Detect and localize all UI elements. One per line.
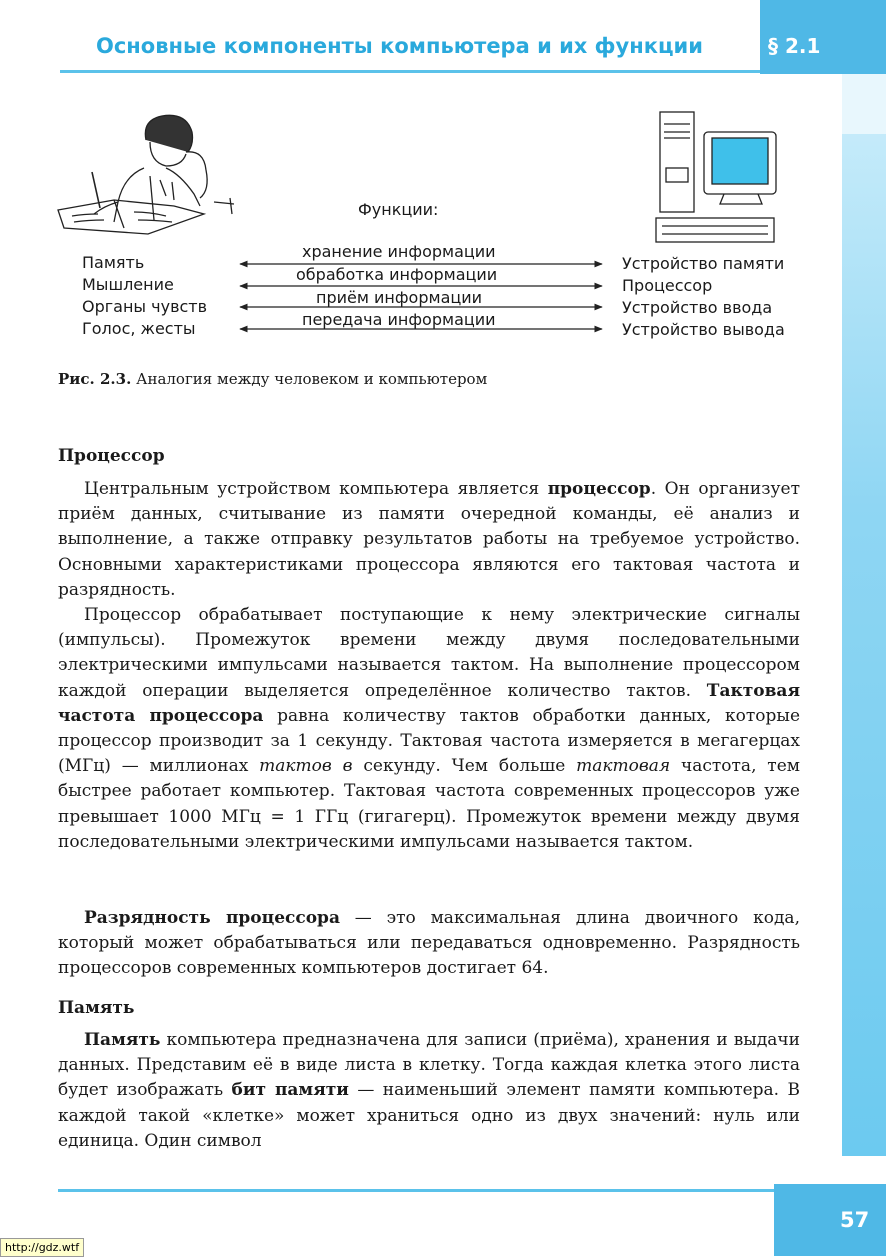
figure-functions-title: Функции: <box>358 200 439 219</box>
heading-memory: Память <box>58 998 135 1018</box>
human-item: Органы чувств <box>82 297 208 316</box>
caption-label: Рис. 2.3. <box>58 370 132 388</box>
paragraph: Разрядность процессора — это максимальная длина двоичного кода, который может обрабатываться или передаваться одновременно. Разрядность процессоров современных компьютеров достигает 64. <box>58 908 800 979</box>
footer-divider <box>58 1189 774 1192</box>
caption-text: Аналогия между человеком и компьютером <box>131 370 488 388</box>
human-item: Голос, жесты <box>82 319 196 338</box>
bitness-body <box>58 906 800 982</box>
section-number: § 2.1 <box>768 34 821 58</box>
human-item: Мышление <box>82 275 174 294</box>
paragraph: Центральным устройством компьютера является процессор. Он организует приём данных, считывание из памяти очередной команды, её анализ и выполнение, а также отправку результатов работы на требуемое устройство. Основными характеристиками процессора являются его тактовая частота и разрядность. <box>58 479 800 600</box>
double-arrows <box>236 255 606 335</box>
computer-item: Процессор <box>622 276 713 295</box>
side-decoration-top <box>842 74 886 134</box>
function-label: обработка информации <box>296 265 498 284</box>
paragraph: Память компьютера предназначена для записи (приёма), хранения и выдачи данных. Представим её в виде листа в клетку. Тогда каждая клетка этого листа будет изображать бит памяти — наименьший элемент памяти компьютера. В каждой такой «клетке» может храниться одно из двух значений: нуль или единица. Один символ <box>58 1030 800 1151</box>
computer-item: Устройство памяти <box>622 254 785 273</box>
function-label: хранение информации <box>302 242 496 261</box>
function-label: передача информации <box>302 310 496 329</box>
side-decoration <box>842 74 886 1156</box>
computer-illustration <box>640 108 790 246</box>
page-title: Основные компоненты компьютера и их функции <box>96 34 703 58</box>
heading-processor: Процессор <box>58 446 165 466</box>
processor-body <box>58 477 800 855</box>
computer-item: Устройство вывода <box>622 320 785 339</box>
memory-body <box>58 1028 800 1154</box>
human-illustration <box>54 110 244 245</box>
page-number: 57 <box>840 1208 870 1232</box>
paragraph: Процессор обрабатывает поступающие к нему электрические сигналы (импульсы). Промежуток времени между двумя последовательными электрическими импульсами называется тактом. На выполнение процессором каждой операции выделяется определённое количество тактов. Тактовая частота процессора равна количеству тактов обработки данных, которые процессор производит за 1 секунду. Тактовая частота измеряется в мегагерцах (МГц) — миллионах тактов в секунду. Чем больше тактовая частота, тем быстрее работает компьютер. Тактовая частота современных процессоров уже превышает 1000 МГц = 1 ГГц (гигагерц). Промежуток времени между двумя последовательными электрическими импульсами называется тактом. <box>58 605 801 852</box>
function-label: приём информации <box>316 288 483 307</box>
page-number-badge <box>774 1184 886 1256</box>
watermark-link[interactable]: http://gdz.wtf <box>0 1238 84 1257</box>
figure-caption <box>58 370 487 388</box>
human-item: Память <box>82 253 145 272</box>
computer-item: Устройство ввода <box>622 298 773 317</box>
figure-human-computer-analogy <box>0 0 842 400</box>
